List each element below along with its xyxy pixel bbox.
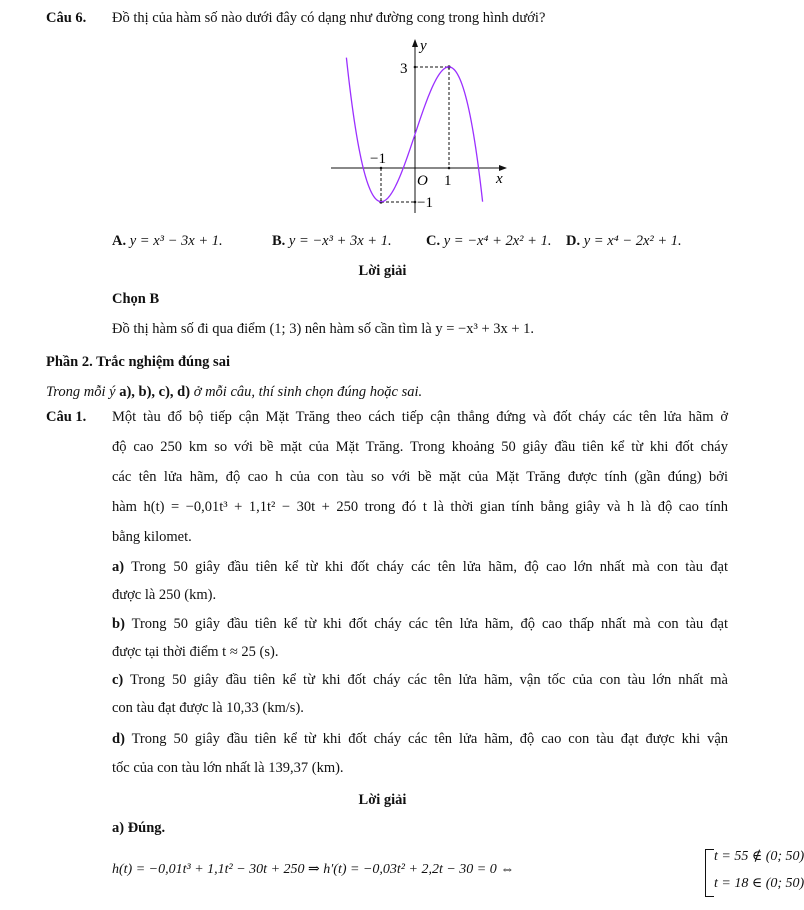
tick-label-y-neg1: −1: [417, 195, 433, 211]
part2-instruction: [46, 383, 422, 401]
option-c: [426, 232, 551, 250]
stem-line-5: bằng kilomet.: [112, 529, 192, 545]
statement-c-text: Trong 50 giây đầu tiên kể từ khi đốt cháy các tên lửa hãm, vận tốc của con tàu lớn nhất mà: [123, 672, 728, 688]
y-axis-label: y: [420, 38, 427, 54]
statement-a-text: Trong 50 giây đầu tiên kể từ khi đốt cháy các tên lửa hãm, độ cao lớn nhất mà con tàu đạt: [124, 559, 728, 575]
tick-y-3: [414, 66, 417, 69]
stem-line-2: độ cao 250 km so với bề mặt của Mặt Trăng. Trong khoảng 50 giây đầu tiên kể từ khi đốt cháy: [112, 439, 728, 455]
option-a: [112, 232, 223, 250]
tick-x-1: [448, 167, 451, 170]
stem-line-4: hàm h(t) = −0,01t³ + 1,1t² − 30t + 250 trong đó t là thời gian tính bằng giây và h là độ cao tính: [112, 499, 728, 515]
statement-d-line2: tốc của con tàu lớn nhất là 139,37 (km).: [112, 760, 344, 776]
stem-line-1: Một tàu đổ bộ tiếp cận Mặt Trăng theo cách tiếp cận thẳng đứng và đốt cháy các tên lửa hãm ở: [112, 409, 728, 425]
option-d: [566, 232, 682, 250]
answer-a: a) Đúng.: [112, 820, 166, 836]
question-1-label: Câu 1.: [46, 409, 87, 425]
derivation: h(t) = −0,01t³ + 1,1t² − 30t + 250 ⇒ h′(t) = −0,03t² + 2,2t − 30 = 0 ⇔: [112, 862, 515, 877]
option-c-letter: C.: [426, 233, 441, 249]
option-d-letter: D.: [566, 233, 581, 249]
statement-d: [112, 730, 728, 748]
stem-line-3: các tên lửa hãm, độ cao h của con tàu so với bề mặt của Mặt Trăng được tính (gần đúng) bởi: [112, 469, 728, 485]
instruction-pre: Trong mỗi ý: [46, 384, 120, 400]
statement-a-label: a): [112, 559, 125, 575]
tick-label-y-3: 3: [400, 61, 408, 77]
solution-heading-q6: Lời giải: [358, 263, 407, 279]
origin-label: O: [417, 173, 428, 189]
cubic-graph: [320, 30, 520, 220]
tick-label-x-1: 1: [444, 173, 452, 189]
statement-b-line2: được tại thời điểm t ≈ 25 (s).: [112, 644, 279, 660]
question-6-text: Đồ thị của hàm số nào dưới đây có dạng như đường cong trong hình dưới?: [112, 10, 546, 26]
tick-label-x-neg1: −1: [370, 151, 386, 167]
solution-heading-q1: Lời giải: [358, 792, 407, 808]
statement-d-label: d): [112, 731, 125, 747]
case-1: t = 55 ∉ (0; 50): [714, 849, 804, 864]
statement-b-text: Trong 50 giây đầu tiên kể từ khi đốt cháy các tên lửa hãm, độ cao thấp nhất mà con tàu đạt: [124, 616, 728, 632]
explanation: Đồ thị hàm số đi qua điểm (1; 3) nên hàm số cần tìm là y = −x³ + 3x + 1.: [112, 321, 535, 337]
option-b-text: y = −x³ + 3x + 1.: [288, 233, 392, 249]
option-b: [272, 232, 392, 250]
statement-b-label: b): [112, 616, 125, 632]
option-d-text: y = x⁴ − 2x² + 1.: [583, 233, 682, 249]
curve: [346, 58, 482, 202]
instruction-items: a), b), c), d): [119, 384, 191, 400]
option-a-letter: A.: [112, 233, 127, 249]
case-bracket: [705, 849, 714, 897]
option-b-letter: B.: [272, 233, 286, 249]
x-axis-label: x: [496, 171, 503, 187]
statement-b: [112, 615, 728, 633]
option-c-text: y = −x⁴ + 2x² + 1.: [443, 233, 552, 249]
question-6-label: Câu 6.: [46, 10, 87, 26]
case-2: t = 18 ∈ (0; 50): [714, 876, 804, 891]
statement-c: [112, 671, 728, 689]
instruction-post: ở mỗi câu, thí sinh chọn đúng hoặc sai.: [190, 384, 423, 400]
statement-a-line2: được là 250 (km).: [112, 587, 217, 603]
statement-c-label: c): [112, 672, 124, 688]
statement-c-line2: con tàu đạt được là 10,33 (km/s).: [112, 700, 304, 716]
statement-a: [112, 558, 728, 576]
option-a-text: y = x³ − 3x + 1.: [129, 233, 223, 249]
part2-title: Phần 2. Trắc nghiệm đúng sai: [46, 354, 230, 370]
tick-y-neg1: [414, 201, 417, 204]
choice: Chọn B: [112, 291, 160, 307]
tick-x-neg1: [380, 167, 383, 170]
statement-d-text: Trong 50 giây đầu tiên kể từ khi đốt cháy các tên lửa hãm, độ cao con tàu đạt được khi vận: [124, 731, 728, 747]
